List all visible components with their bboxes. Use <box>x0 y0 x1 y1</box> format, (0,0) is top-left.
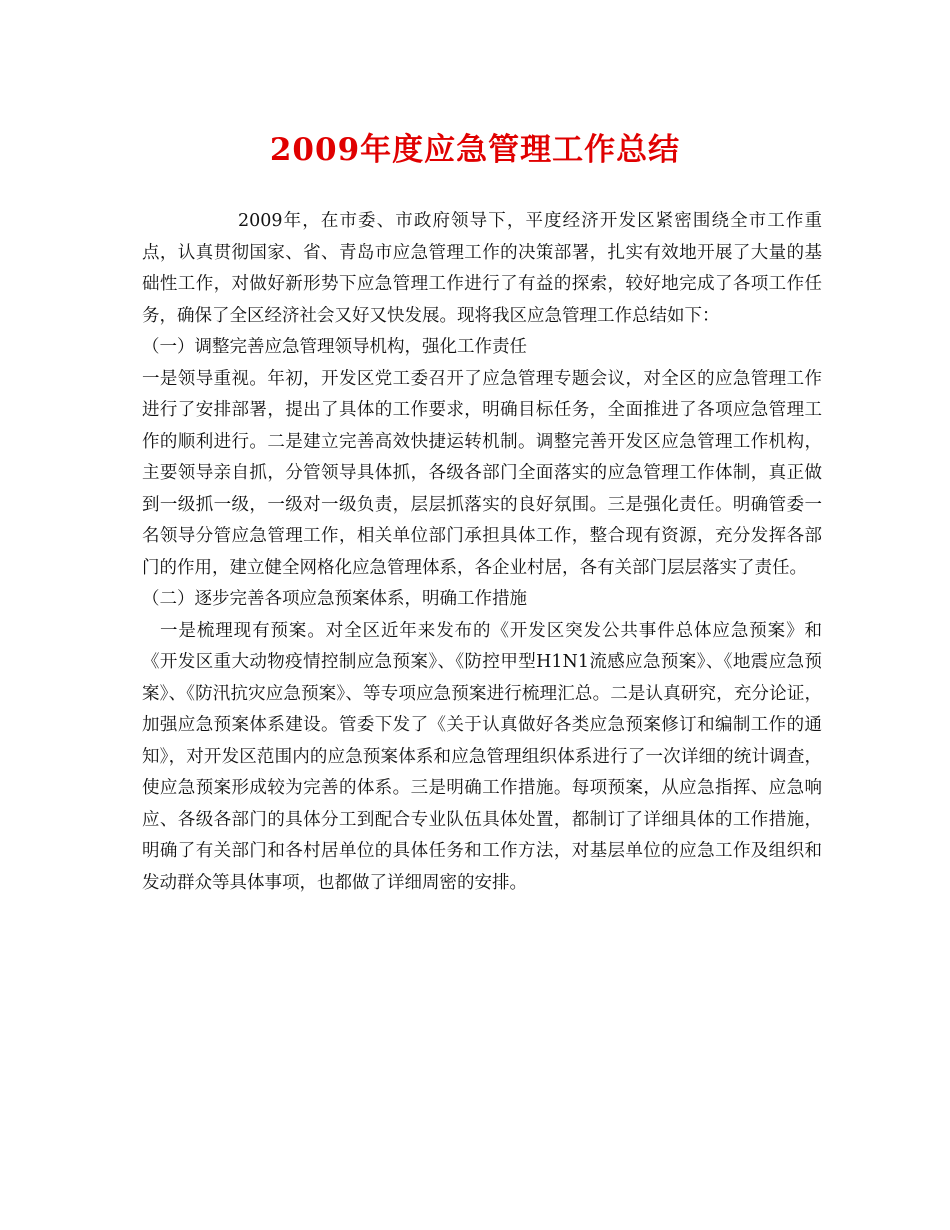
section-1-heading: （一）调整完善应急管理领导机构，强化工作责任 <box>142 337 527 357</box>
section-2-heading: （二）逐步完善各项应急预案体系，明确工作措施 <box>142 589 527 609</box>
section-2-paragraph: 一是梳理现有预案。对全区近年来发布的《开发区突发公共事件总体应急预案》和《开发区重大动物疫情控制应急预案》、《防控甲型H1N1流感应急预案》、《地震应急预案》、《防汛抗灾应急预案》、等专项应急预案进行梳理汇总。二是认真研究，充分论证，加强应急预案体系建设。管委下发了《关于认真做好各类应急预案修订和编制工作的通知》，对开发区范围内的应急预案体系和应急管理组织体系进行了一次详细的统计调查，使应急预案形成较为完善的体系。三是明确工作措施。每项预案，从应急指挥、应急响应、各级各部门的具体分工到配合专业队伍具体处置，都制订了详细具体的工作措施，明确了有关部门和各村居单位的具体任务和工作方法，对基层单位的应急工作及组织和发动群众等具体事项，也都做了详细周密的安排。 <box>142 620 822 893</box>
document-body <box>142 206 822 899</box>
intro-paragraph: 2009年，在市委、市政府领导下，平度经济开发区紧密围绕全市工作重点，认真贯彻国家、省、青岛市应急管理工作的决策部署，扎实有效地开展了大量的基础性工作，对做好新形势下应急管理工作进行了有益的探索，较好地完成了各项工作任务，确保了全区经济社会又好又快发展。现将我区应急管理工作总结如下： <box>142 211 822 326</box>
document-title: 2009年度应急管理工作总结 <box>269 132 681 168</box>
section-1-paragraph: 一是领导重视。年初，开发区党工委召开了应急管理专题会议，对全区的应急管理工作进行了安排部署，提出了具体的工作要求，明确目标任务，全面推进了各项应急管理工作的顺利进行。二是建立完善高效快捷运转机制。调整完善开发区应急管理工作机构，主要领导亲自抓，分管领导具体抓，各级各部门全面落实的应急管理工作体制，真正做到一级抓一级，一级对一级负责，层层抓落实的良好氛围。三是强化责任。明确管委一名领导分管应急管理工作，相关单位部门承担具体工作，整合现有资源，充分发挥各部门的作用，建立健全网格化应急管理体系，各企业村居，各有关部门层层落实了责任。 <box>142 368 822 578</box>
